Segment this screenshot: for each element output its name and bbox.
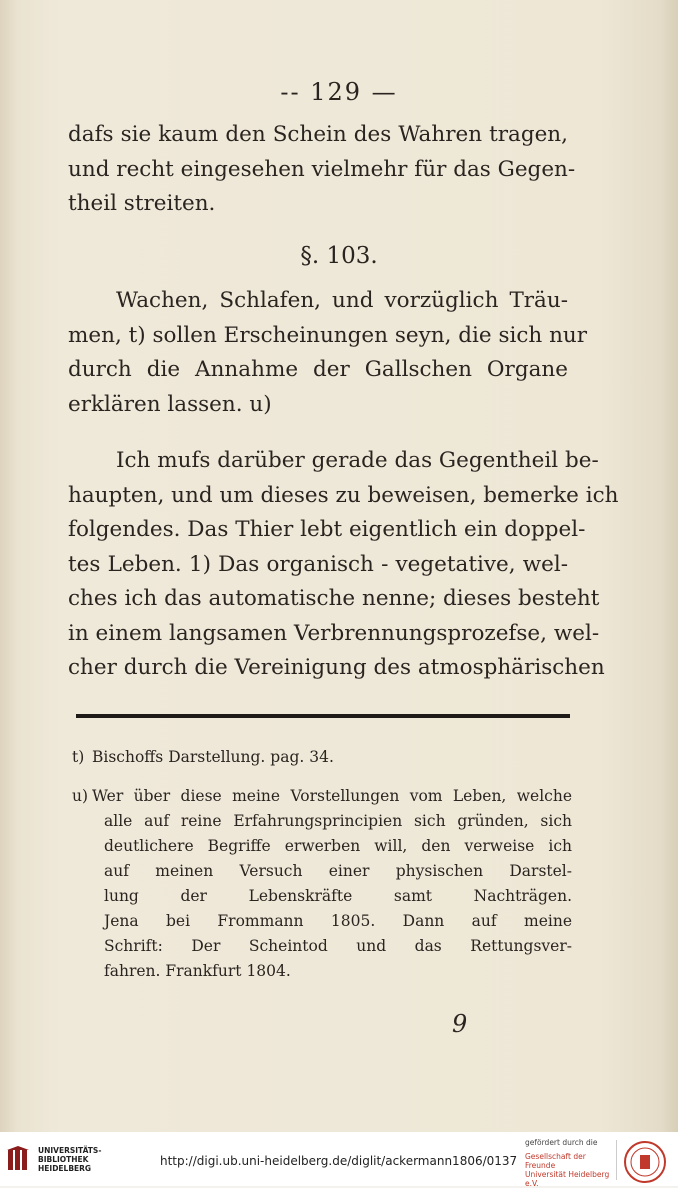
text-line: theil streiten.: [68, 191, 216, 216]
page-number: -- 129 —: [280, 78, 398, 106]
footnote-line: alle auf reine Erfahrungsprincipien sich gründen, sich: [104, 812, 572, 830]
permalink-url[interactable]: http://digi.ub.uni-heidelberg.de/diglit/ackermann1806/0137: [160, 1154, 518, 1168]
text-line: ches ich das automatische nenne; dieses besteht: [68, 586, 600, 611]
footnote-t: [72, 745, 572, 770]
text-line: haupten, und um dieses zu beweisen, bemerke ich: [68, 482, 619, 508]
footnote-line: Wer über diese meine Vorstellungen vom Leben, welche: [92, 787, 572, 805]
text-line: cher durch die Vereinigung des atmosphärischen: [68, 655, 605, 680]
society-seal-icon: [623, 1140, 667, 1184]
footnote-line: fahren. Frankfurt 1804.: [104, 962, 291, 980]
library-logo-icon: [6, 1146, 34, 1174]
signature-mark: 9: [452, 1010, 468, 1038]
text-line: dafs sie kaum den Schein des Wahren tragen,: [68, 122, 568, 147]
viewer-footer: [0, 1132, 678, 1186]
paragraph-1: [68, 284, 588, 422]
text-line: folgendes. Das Thier lebt eigentlich ein doppel-: [68, 517, 586, 542]
footer-divider: [616, 1140, 617, 1180]
footnote-line: Bischoffs Darstellung. pag. 34.: [92, 748, 334, 766]
text-line: in einem langsamen Verbrennungsprozefse, wel-: [68, 620, 600, 646]
footnote-line: deutlichere Begriffe erwerben will, den verweise ich: [104, 837, 572, 855]
text-line: Ich mufs darüber gerade das Gegentheil be-: [116, 448, 599, 473]
section-heading: §. 103.: [300, 243, 378, 269]
continuation-paragraph: [68, 118, 576, 222]
footnote-mark: u): [72, 787, 89, 805]
society-name: Gesellschaft der Freunde Universität Heidelberg e.V.: [525, 1152, 610, 1188]
paragraph-2: [68, 444, 619, 686]
text-line: durch die Annahme der Gallschen Organe: [68, 357, 568, 382]
text-line: Wachen, Schlafen, und vorzüglich Träu-: [116, 288, 568, 313]
text-line: erklären lassen. u): [68, 391, 272, 417]
text-line: men, t) sollen Erscheinungen seyn, die sich nur: [68, 322, 588, 348]
text-line: und recht eingesehen vielmehr für das Gegen-: [68, 156, 576, 182]
footnote-mark: t): [72, 748, 85, 766]
library-name: UNIVERSITÄTS- BIBLIOTHEK HEIDELBERG: [38, 1146, 102, 1173]
footnote-rule: [76, 714, 570, 718]
footnote-line: Schrift: Der Scheintod und das Rettungsver-: [104, 937, 572, 955]
footnote-line: Jena bei Frommann 1805. Dann auf meine: [104, 912, 572, 930]
footnote-line: auf meinen Versuch einer physischen Darstel-: [104, 862, 572, 880]
text-line: tes Leben. 1) Das organisch - vegetative, wel-: [68, 551, 568, 577]
footnote-line: lung der Lebenskräfte samt Nachträgen.: [104, 887, 572, 905]
funded-by-label: gefördert durch die: [525, 1138, 598, 1147]
footnote-u: [72, 784, 572, 984]
